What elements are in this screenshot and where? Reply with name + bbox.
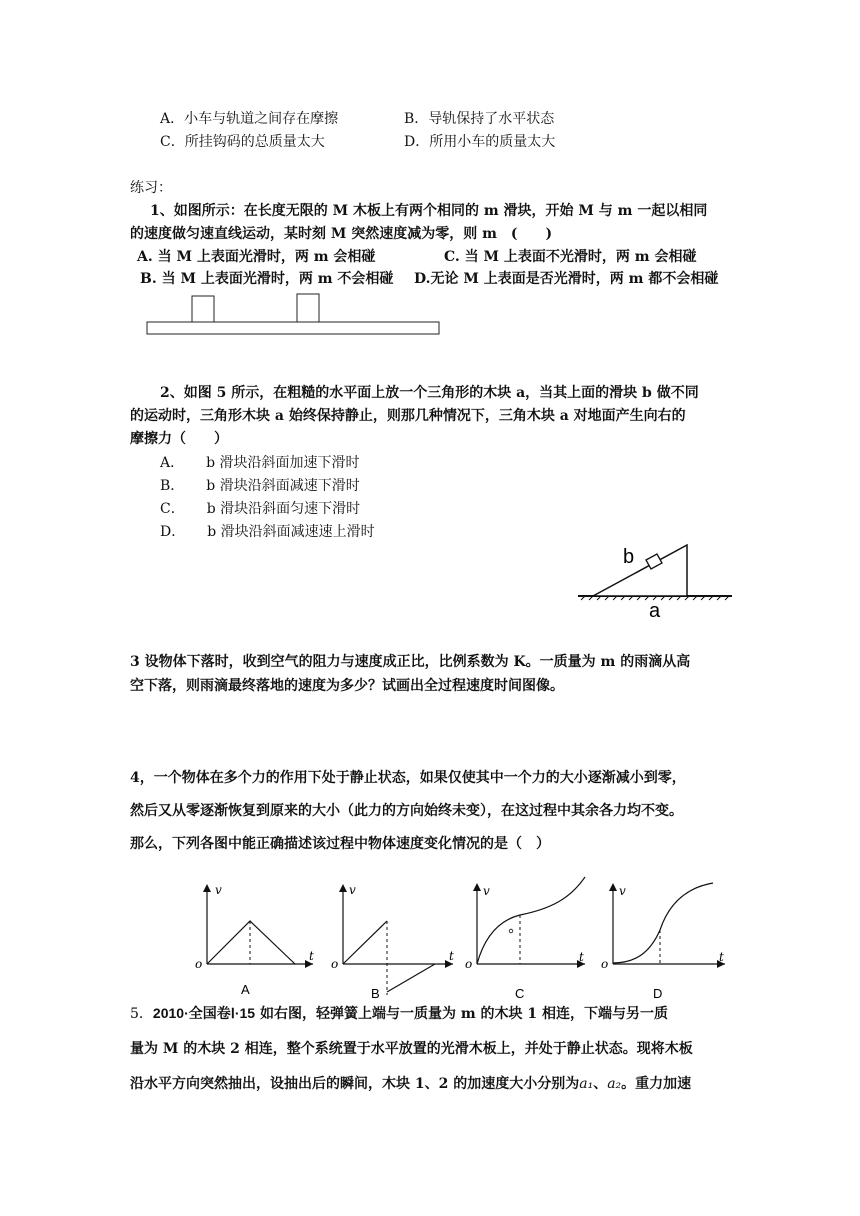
graph-a <box>185 880 325 1005</box>
q4-line2: 然后又从零逐渐恢复到原来的大小（此力的方向始终未变），在这过程中其余各力均不变。 <box>130 803 683 819</box>
option-c: C．所挂钩码的总质量太大 <box>160 134 325 150</box>
slider-block-2 <box>297 294 319 322</box>
q2-line1: 2、如图 5 所示，在粗糙的水平面上放一个三角形的木块 a，当其上面的滑块 b 做不同 <box>160 385 699 401</box>
q5-source: 2010·全国卷Ⅰ·15 <box>152 1005 256 1021</box>
q3-line1: 3 设物体下落时，收到空气的阻力与速度成正比，比例系数为 K。一质量为 m 的雨滴从高 <box>130 654 691 670</box>
q1-figure <box>140 288 450 340</box>
q2-option-c: C． b 滑块沿斜面匀速下滑时 <box>160 501 361 517</box>
q1-option-a: A. 当 M 上表面光滑时，两 m 会相碰 <box>137 249 376 265</box>
svg-text:t: t <box>309 949 314 963</box>
svg-text:o: o <box>331 957 339 971</box>
graph-a-curve <box>207 921 295 964</box>
option-a: A．小车与轨道之间存在摩擦 <box>160 111 339 127</box>
graph-c-label: C <box>515 986 525 1001</box>
q5-line1: 5．2010·全国卷Ⅰ·15 如右图，轻弹簧上端与一质量为 m 的木块 1 相连，下端与另一质 <box>130 1005 669 1022</box>
svg-text:v: v <box>215 883 222 897</box>
svg-text:o: o <box>601 957 609 971</box>
q2-option-a: A． b 滑块沿斜面加速下滑时 <box>160 455 360 471</box>
board-m <box>147 322 439 334</box>
label-b: b <box>623 546 635 568</box>
graph-b <box>325 880 465 1005</box>
svg-text:t: t <box>579 950 584 964</box>
graph-b-curve-up <box>343 921 387 964</box>
q4-line1: 4，一个物体在多个力的作用下处于静止状态，如果仅使其中一个力的大小逐渐减小到零， <box>130 770 686 786</box>
graph-c <box>455 875 595 1005</box>
practice-label: 练习： <box>130 180 172 196</box>
q4-line3: 那么，下列各图中能正确描述该过程中物体速度变化情况的是（ ） <box>130 836 550 852</box>
graph-d-curve <box>613 883 713 963</box>
svg-text:v: v <box>349 883 356 897</box>
q1-option-d: D.无论 M 上表面是否光滑时，两 m 都不会相碰 <box>414 271 719 287</box>
q1-line2: 的速度做匀速直线运动，某时刻 M 突然速度减为零，则 m ( ) <box>130 226 553 242</box>
q2-option-b: B． b 滑块沿斜面减速下滑时 <box>160 478 360 494</box>
q1-option-b: B. 当 M 上表面光滑时，两 m 不会相碰 <box>140 271 394 287</box>
svg-text:o: o <box>465 957 473 971</box>
svg-text:t: t <box>719 950 724 964</box>
q2-option-d: D． b 滑块沿斜面减速速上滑时 <box>160 524 375 540</box>
graph-b-label: B <box>371 986 380 1001</box>
svg-text:v: v <box>483 884 490 898</box>
svg-text:o: o <box>195 957 203 971</box>
option-b: B．导轨保持了水平状态 <box>404 111 555 127</box>
triangle-block-a <box>593 545 687 596</box>
svg-text:v: v <box>619 884 626 898</box>
label-a: a <box>649 600 661 620</box>
q5-line2: 量为 M 的木块 2 相连，整个系统置于水平放置的光滑木板上，并处于静止状态。现将木板 <box>130 1041 693 1057</box>
q1-option-c: C. 当 M 上表面不光滑时，两 m 会相碰 <box>444 249 697 265</box>
graph-b-curve-down <box>387 964 435 992</box>
q1-line1: 1、如图所示：在长度无限的 M 木板上有两个相同的 m 滑块，开始 M 与 m 一起以相同 <box>150 203 708 219</box>
graph-d-label: D <box>653 986 663 1001</box>
graph-c-curve <box>477 877 585 964</box>
option-d: D．所用小车的质量太大 <box>404 134 556 150</box>
q5-line3: 沿水平方向突然抽出，设抽出后的瞬间，木块 1、2 的加速度大小分别为a₁、a₂。重力加速 <box>130 1076 692 1092</box>
q2-line3: 摩擦力（ ） <box>130 431 228 447</box>
q2-line2: 的运动时，三角形木块 a 始终保持静止，则那几种情况下，三角木块 a 对地面产生向右的 <box>130 408 686 424</box>
graph-a-label: A <box>241 982 250 997</box>
q2-figure <box>575 540 735 620</box>
graph-d <box>595 875 735 1005</box>
slider-block-1 <box>192 296 214 322</box>
svg-text:t: t <box>449 949 454 963</box>
q3-line2: 空下落，则雨滴最终落地的速度为多少？试画出全过程速度时间图像。 <box>130 678 564 694</box>
